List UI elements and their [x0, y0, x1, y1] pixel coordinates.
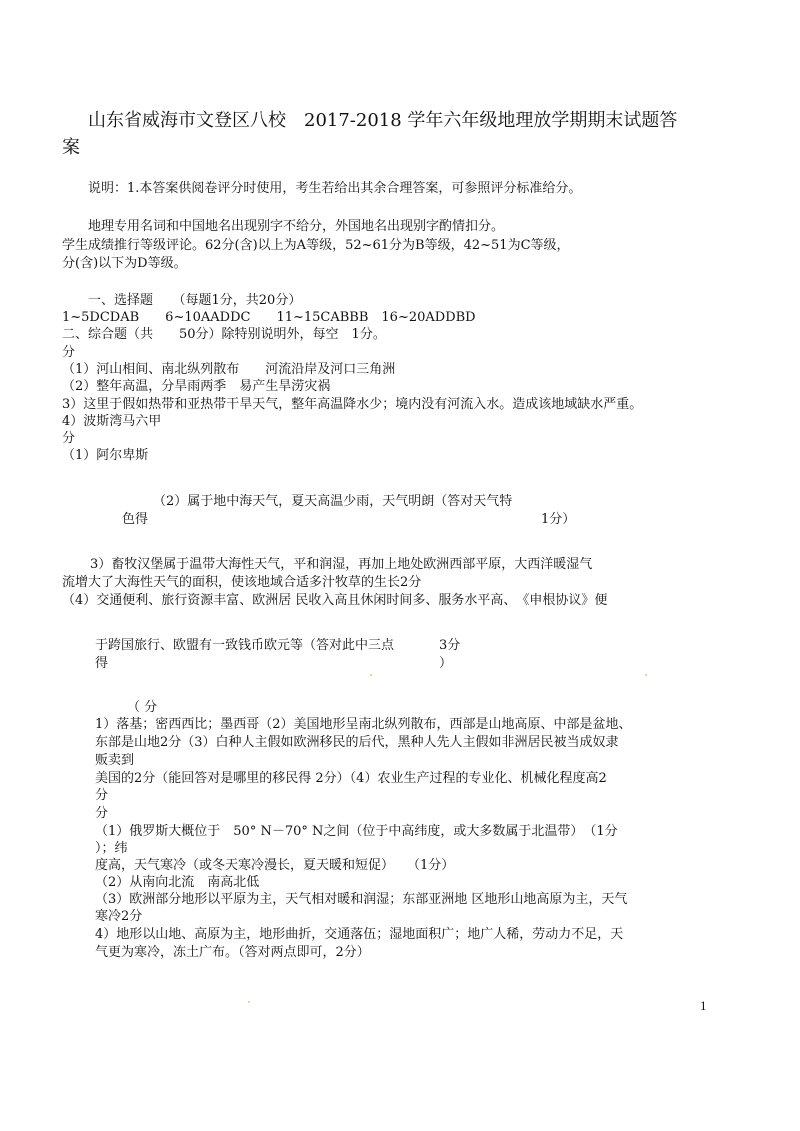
answer-line: （3）欧洲部分地形以平原为主，天气相对暖和润湿；东部亚洲地 区地形山地高原为主，天气 — [95, 892, 628, 907]
note-grading-cont: 分(含)以下为D等级。 — [62, 256, 187, 271]
answer-line: ）；纬 — [95, 841, 128, 856]
speck-mark — [248, 1001, 250, 1003]
answer-line: 3）畜牧汉堡属于温带大海性天气，平和润湿，再加上地处欧洲西部平原，大西洋暖湿气 — [90, 557, 593, 572]
answer-line: 3）这里于假如热带和亚热带干旱天气，整年高温降水少；境内没有河流入水。造成该地域缺水严重。 — [62, 397, 643, 412]
answer-line: （2）属于地中海天气，夏天高温少雨，天气明朗（答对天气特 — [153, 494, 513, 509]
note-scoring: 说明：1.本答案供阅卷评分时使用，考生若给出其余合理答案，可参照评分标准给分。 — [88, 181, 582, 196]
answer-line: 于跨国旅行、欧盟有一致钱币欧元等（答对此中三点 — [95, 638, 395, 653]
answer-line: 分 — [95, 788, 109, 803]
answer-line: ） — [439, 656, 453, 671]
answer-line: 分 — [95, 806, 109, 821]
title-line-1: 山东省威海市文登区八校 2017-2018 学年六年级地理放学期期末试题答 — [88, 110, 678, 131]
answer-line: 分 — [62, 345, 76, 360]
answer-line: 1）落基；密西西比；墨西哥（2）美国地形呈南北纵列散布，西部是山地高原、中部是盆地、 — [95, 717, 632, 732]
answer-line: 美国的2分（能回答对是哪里的移民得 2分）（4）农业生产过程的专业化、机械化程度高2 — [95, 771, 607, 786]
answer-line: 1分） — [541, 512, 576, 527]
answer-line: 贩卖到 — [95, 753, 135, 768]
page-number: 1 — [700, 998, 707, 1013]
answer-line: 东部是山地2分（3）白种人主假如欧洲移民的后代，黑种人先人主假如非洲居民被当成奴隶 — [95, 735, 619, 750]
section-1-heading: 一、选择题 （每题1分，共20分） — [88, 293, 302, 308]
section-1-answers: 1~5DCDAB 6~10AADDC 11~15CABBB 16~20ADDBD — [62, 310, 476, 325]
answer-line: 寒冷2分 — [95, 909, 143, 924]
answer-line: （1）河山相间、南北纵列散布 河流沿岸及河口三角洲 — [62, 362, 396, 377]
answer-line: 4）波斯湾马六甲 — [62, 414, 162, 429]
speck-mark — [645, 674, 647, 676]
title-line-2: 案 — [62, 137, 80, 158]
answer-line: 度高，天气寒冷（或冬天寒冷漫长，夏天暖和短促） （1分） — [95, 858, 455, 873]
answer-line: （ 分 — [127, 700, 158, 715]
answer-line: 分 — [62, 431, 76, 446]
answer-line: （2）从南向北流 南高北低 — [95, 875, 260, 890]
note-spelling: 地理专用名词和中国地名出现别字不给分，外国地名出现别字酌情扣分。 — [88, 219, 505, 234]
answer-line: （1）阿尔卑斯 — [62, 448, 149, 463]
answer-line: 色得 — [122, 512, 149, 527]
answer-line: 气更为寒冷，冻土广布。（答对两点即可，2分） — [95, 945, 370, 960]
answer-line: （4）交通便利、旅行资源丰富、欧洲居 民收入高且休闲时间多、服务水平高、 《申根协议》便 — [62, 593, 608, 608]
answer-line: （1）俄罗斯大概位于 50° N－70° N之间（位于中高纬度，或大多数属于北温带） （1分 — [95, 824, 618, 839]
answer-line: 流增大了大海性天气的面积，使该地域合适多汁牧草的生长2分 — [62, 575, 422, 590]
speck-mark — [370, 674, 372, 676]
answer-line: 得 — [95, 656, 109, 671]
answer-line: 3分 — [439, 638, 461, 653]
answer-line: 4）地形以山地、高原为主，地形曲折，交通落伍；湿地面积广；地广人稀，劳动力不足，天 — [95, 927, 624, 942]
answer-line: （2）整年高温，分旱雨两季 易产生旱涝灾祸 — [62, 379, 331, 394]
section-2-heading: 二、综合题（共 50分）除特别说明外，每空 1分。 — [62, 327, 386, 342]
note-grading: 学生成绩推行等级评论。62分(含)以上为A等级，52~61分为B等级，42~51为C等级， — [62, 238, 570, 253]
